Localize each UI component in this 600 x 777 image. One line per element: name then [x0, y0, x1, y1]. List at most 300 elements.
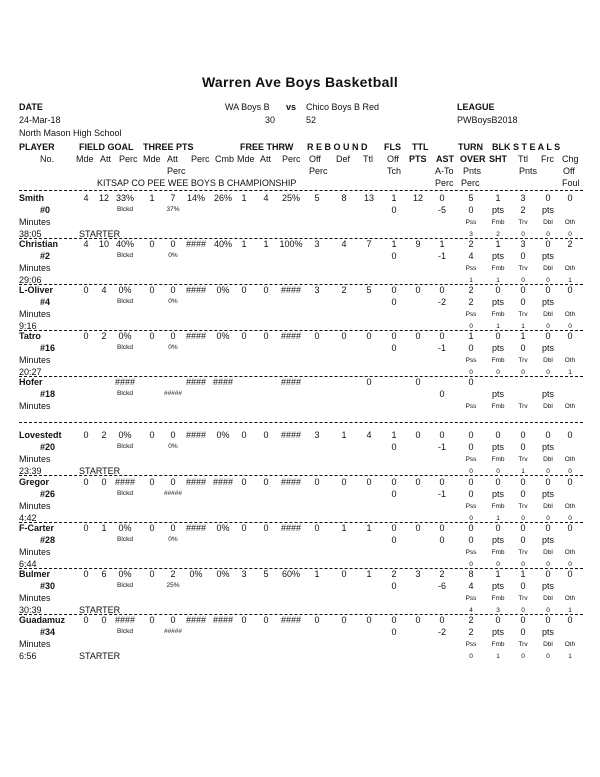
touch-value: 0 [391, 535, 397, 545]
turnover-value: 0 [469, 561, 473, 568]
turnover-value: 1 [568, 653, 572, 660]
player-number: #28 [40, 535, 56, 545]
stat-cell: 12 [412, 193, 423, 203]
turnover-value: 1 [496, 277, 500, 284]
turnover-label-fmb: Fmb [491, 403, 505, 410]
minutes-value: 6:56 [19, 651, 37, 661]
col-tch: Tch [387, 166, 402, 176]
blocked-perc: ##### [163, 490, 183, 497]
turnover-value: 0 [469, 468, 473, 475]
col-three-pts: THREE PTS [143, 142, 194, 152]
turnover-label-trv: Trv [518, 357, 528, 364]
stat-cell: 6 [101, 569, 107, 579]
minutes-value: 23:39 [19, 466, 42, 476]
col-turn: TURN [458, 142, 483, 152]
col-fls-off: Off [387, 154, 399, 164]
touch-value: 0 [391, 627, 397, 637]
stat-cell: 0 [366, 477, 372, 487]
away-score: 52 [306, 115, 317, 125]
turnover-label-dbl: Dbl [543, 456, 553, 463]
stat-cell: 0 [520, 615, 526, 625]
minutes-value: 38:05 [19, 229, 42, 239]
stat-cell: 3 [241, 569, 247, 579]
stat-cell: 0 [314, 331, 320, 341]
turnover-value: 0 [546, 515, 550, 522]
stat-cell: #### [185, 523, 207, 533]
turnover-value: 0 [546, 607, 550, 614]
stat-cell: 2 [468, 285, 474, 295]
stat-cell: 0 [263, 523, 269, 533]
blocked-perc: ##### [163, 390, 183, 397]
turnover-label-pss: Pss [465, 357, 477, 364]
turnover-label-trv: Trv [518, 503, 528, 510]
stat-cell: 0 [263, 477, 269, 487]
stat-cell: 1 [520, 331, 526, 341]
col-ft-perc: Perc [282, 154, 301, 164]
minutes-value: 29:06 [19, 275, 42, 285]
stat-cell: 0 [545, 477, 551, 487]
stat-cell: 8 [468, 569, 474, 579]
stat-cell: 0 [314, 523, 320, 533]
stat-cell: 0 [341, 615, 347, 625]
stat-cell: 0 [545, 430, 551, 440]
turnover-label-trv: Trv [518, 311, 528, 318]
a-to-value: -5 [437, 205, 446, 215]
stat-cell: 0 [495, 477, 501, 487]
stat-cell: 0 [520, 477, 526, 487]
stat-cell: 1 [439, 239, 445, 249]
minutes-label: Minutes [19, 501, 51, 511]
turnover-label-fmb: Fmb [491, 265, 505, 272]
col-fg-mde: Mde [76, 154, 94, 164]
starter-label: STARTER [79, 229, 121, 239]
points-cell: pts [541, 389, 554, 399]
points-cell: pts [541, 627, 554, 637]
blocked-perc: 0% [168, 298, 178, 305]
stat-cell: 0 [495, 285, 501, 295]
stat-cell: 0 [314, 615, 320, 625]
player-number: #34 [40, 627, 56, 637]
blocked-perc: 37% [166, 206, 180, 213]
stat-cell: 0 [468, 430, 474, 440]
turnover-label-pss: Pss [465, 641, 477, 648]
turnover-value: 0 [469, 653, 473, 660]
vs-label: vs [286, 102, 297, 112]
turnover-label-oth: Oth [564, 311, 576, 318]
col-3p-perc: Perc [191, 154, 210, 164]
turnover-value: 0 [546, 323, 550, 330]
stat-cell: 4 [83, 239, 89, 249]
stat-cell: 1 [391, 239, 397, 249]
blocked-label: Blckd [117, 490, 133, 497]
stat-cell: 4 [366, 430, 372, 440]
points-cell: pts [491, 442, 504, 452]
stat-cell: 1 [241, 193, 247, 203]
stat-cell: 40% [115, 239, 134, 249]
turnover-label-pss: Pss [465, 403, 477, 410]
col-steals: S T E A L S [513, 142, 561, 152]
stat-cell: 1 [520, 569, 526, 579]
points-cell: pts [541, 205, 554, 215]
stat-cell: 0 [495, 523, 501, 533]
stat-cell: 0 [439, 331, 445, 341]
col-pnts-perc: Perc [461, 178, 480, 188]
points-cell: 0 [468, 489, 474, 499]
player-name: Tatro [19, 331, 41, 341]
stat-cell: 0 [495, 615, 501, 625]
stat-cell: 4 [341, 239, 347, 249]
stat-cell: #### [280, 615, 302, 625]
points-cell: pts [491, 581, 504, 591]
player-number: #0 [40, 205, 51, 215]
stat-cell: 0 [366, 331, 372, 341]
stat-cell: 0% [118, 430, 132, 440]
turnover-value: 0 [546, 561, 550, 568]
col-pnts: Pnts [463, 166, 482, 176]
stat-cell: 3 [520, 193, 526, 203]
stat-cell: 1 [495, 239, 501, 249]
turnover-label-dbl: Dbl [543, 549, 553, 556]
turnover-label-fmb: Fmb [491, 311, 505, 318]
col-3p-mde: Mde [143, 154, 161, 164]
stat-cell: 0 [567, 430, 573, 440]
turnover-value: 0 [568, 561, 572, 568]
minutes-label: Minutes [19, 355, 51, 365]
turnover-label-trv: Trv [518, 595, 528, 602]
stat-cell: 0 [415, 615, 421, 625]
points-cell: 0 [468, 535, 474, 545]
stat-cell: 3 [314, 285, 320, 295]
player-name: F-Carter [19, 523, 55, 533]
player-number: #4 [40, 297, 51, 307]
stat-cell: 2 [567, 239, 573, 249]
stat-cell: 0 [101, 477, 107, 487]
turnover-value: 0 [521, 231, 525, 238]
col-reb-perc-sub: Perc [309, 166, 328, 176]
turnover-value: 0 [469, 323, 473, 330]
report-title: Warren Ave Boys Basketball [201, 74, 399, 90]
stat-cell: 0 [439, 430, 445, 440]
turnover-label-oth: Oth [564, 549, 576, 556]
col-3p-perc-sub: Perc [167, 166, 186, 176]
stat-cell: 5 [468, 193, 474, 203]
touch-value: 0 [391, 489, 397, 499]
turnover-value: 1 [496, 323, 500, 330]
a-to-value: -2 [437, 627, 446, 637]
turnover-label-pss: Pss [465, 265, 477, 272]
stat-cell: 0 [263, 331, 269, 341]
stat-cell: #### [185, 331, 207, 341]
turnover-value: 1 [521, 323, 525, 330]
starter-label: STARTER [79, 651, 121, 661]
stat-cell: 0 [468, 477, 474, 487]
points-cell: 0 [468, 442, 474, 452]
turnover-value: 1 [496, 653, 500, 660]
turnover-value: 0 [568, 468, 572, 475]
col-frc: Frc [541, 154, 554, 164]
turnover-label-oth: Oth [564, 503, 576, 510]
col-foul: Foul [562, 178, 580, 188]
header-divider [19, 190, 583, 191]
stat-cell: 0 [391, 523, 397, 533]
points-cell: pts [491, 343, 504, 353]
blocked-label: Blckd [117, 344, 133, 351]
home-team: WA Boys B [225, 102, 270, 112]
player-name: Hofer [19, 377, 43, 387]
col-chg-off: Off [563, 166, 575, 176]
stat-cell: 0 [170, 331, 176, 341]
turnover-label-fmb: Fmb [491, 503, 505, 510]
blocked-label: Blckd [117, 206, 133, 213]
blocked-perc: ##### [163, 628, 183, 635]
minutes-label: Minutes [19, 454, 51, 464]
venue: North Mason High School [19, 128, 122, 138]
turnover-value: 0 [521, 561, 525, 568]
stat-cell: #### [114, 615, 136, 625]
stat-cell: 0 [520, 285, 526, 295]
points-cell: pts [541, 297, 554, 307]
minutes-label: Minutes [19, 309, 51, 319]
player-name: Guadamuz [19, 615, 66, 625]
stat-cell: #### [114, 477, 136, 487]
turnover-value: 1 [469, 277, 473, 284]
turnover-label-pss: Pss [465, 456, 477, 463]
stat-cell: 0 [545, 331, 551, 341]
stat-cell: 2 [391, 569, 397, 579]
blocked-perc: 0% [168, 344, 178, 351]
stat-cell: 3 [520, 239, 526, 249]
blocked-label: Blckd [117, 628, 133, 635]
stat-cell: 1 [149, 193, 155, 203]
blocked-label: Blckd [117, 443, 133, 450]
turnover-label-oth: Oth [564, 265, 576, 272]
stat-cell: 1 [391, 193, 397, 203]
col-fg-att: Att [100, 154, 112, 164]
a-to-value: -6 [437, 581, 446, 591]
col-a-to: A-To [435, 166, 454, 176]
stat-cell: 0 [241, 615, 247, 625]
points-cell: pts [541, 581, 554, 591]
stat-cell: 1 [101, 523, 107, 533]
starter-label: STARTER [79, 466, 121, 476]
stat-cell: 13 [363, 193, 374, 203]
stat-cell: 0 [149, 523, 155, 533]
stat-cell: 33% [115, 193, 134, 203]
player-number: #30 [40, 581, 56, 591]
stat-cell: 0% [189, 569, 203, 579]
minutes-label: Minutes [19, 401, 51, 411]
points-cell: pts [541, 343, 554, 353]
stat-cell: 1 [241, 239, 247, 249]
stat-cell: #### [185, 377, 207, 387]
stat-cell: 1 [263, 239, 269, 249]
stat-cell: 0 [170, 615, 176, 625]
turnover-label-oth: Oth [564, 641, 576, 648]
turnover-value: 0 [496, 369, 500, 376]
minutes-value: 9:16 [19, 321, 37, 331]
stat-cell: #### [280, 523, 302, 533]
a-to-value: -2 [437, 297, 446, 307]
col-ttl: TTL [412, 142, 429, 152]
turnover-label-pss: Pss [465, 311, 477, 318]
a-to-value: -1 [437, 251, 446, 261]
stat-cell: 7 [366, 239, 372, 249]
stat-cell: 2 [341, 285, 347, 295]
stat-cell: #### [280, 285, 302, 295]
stat-cell: 1 [366, 569, 372, 579]
stat-cell: 0% [118, 285, 132, 295]
stat-cell: 0 [567, 285, 573, 295]
points-cell: 4 [468, 581, 474, 591]
stat-cell: 0 [468, 523, 474, 533]
stat-cell: #### [185, 615, 207, 625]
stat-cell: 0 [366, 377, 372, 387]
stat-cell: 0 [170, 285, 176, 295]
starter-label: STARTER [79, 605, 121, 615]
turnover-value: 0 [469, 515, 473, 522]
stat-cell: 0 [439, 615, 445, 625]
turnover-label-pss: Pss [465, 219, 477, 226]
stat-cell: #### [185, 285, 207, 295]
date-value: 24-Mar-18 [19, 115, 61, 125]
col-no: No. [40, 154, 55, 164]
a-to-value: -1 [437, 442, 446, 452]
stat-cell: 0 [391, 331, 397, 341]
stat-cell: 12 [98, 193, 109, 203]
stat-cell: 60% [281, 569, 300, 579]
points-cell: pts [541, 489, 554, 499]
turnover-label-fmb: Fmb [491, 595, 505, 602]
col-field-goal: FIELD GOAL [79, 142, 134, 152]
stat-cell: 0 [241, 523, 247, 533]
stat-cell: 0 [545, 523, 551, 533]
stat-cell: 10 [98, 239, 109, 249]
col-rebound: R E B O U N D [307, 142, 368, 152]
stat-cell: 0 [520, 523, 526, 533]
points-cell: 0 [468, 343, 474, 353]
row-divider [19, 475, 583, 476]
stat-cell: 0 [567, 477, 573, 487]
stat-cell: 4 [83, 193, 89, 203]
stat-cell: 0 [391, 477, 397, 487]
stat-cell: 100% [279, 239, 303, 249]
minutes-label: Minutes [19, 217, 51, 227]
stat-cell: 0 [415, 285, 421, 295]
stat-cell: 0 [415, 523, 421, 533]
touch-value: 0 [391, 297, 397, 307]
stat-cell: 1 [341, 430, 347, 440]
turnover-value: 1 [568, 607, 572, 614]
turnover-label-fmb: Fmb [491, 641, 505, 648]
stat-cell: 0% [118, 523, 132, 533]
a-to-value: -1 [437, 343, 446, 353]
turnover-label-oth: Oth [564, 456, 576, 463]
stat-cell: 0 [341, 569, 347, 579]
col-sht: SHT [489, 154, 507, 164]
row-divider [19, 422, 583, 423]
stat-cell: 9 [415, 239, 421, 249]
stat-cell: #### [280, 377, 302, 387]
col-def: Def [336, 154, 351, 164]
points-cell: pts [491, 535, 504, 545]
home-score: 30 [265, 115, 276, 125]
stat-cell: 1 [341, 523, 347, 533]
stat-cell: 8 [341, 193, 347, 203]
stat-cell: 2 [101, 430, 107, 440]
turnover-label-fmb: Fmb [491, 456, 505, 463]
stat-cell: 0 [83, 615, 89, 625]
col-ft-mde: Mde [237, 154, 255, 164]
stat-cell: 0 [415, 430, 421, 440]
turnover-value: 1 [568, 369, 572, 376]
points-cell: pts [491, 389, 504, 399]
col-stl-ttl: Ttl [518, 154, 528, 164]
touch-value: 0 [391, 442, 397, 452]
turnover-value: 0 [496, 468, 500, 475]
col-3p-att: Att [167, 154, 179, 164]
stat-cell: 0 [149, 239, 155, 249]
stat-cell: #### [185, 477, 207, 487]
col-blk: BLK [492, 142, 511, 152]
stat-cell: 0 [495, 331, 501, 341]
col-ast: AST [436, 154, 454, 164]
points-cell: 2 [520, 205, 526, 215]
turnover-value: 0 [521, 607, 525, 614]
points-cell: pts [491, 489, 504, 499]
stat-cell: 2 [468, 239, 474, 249]
stat-cell: 0 [391, 285, 397, 295]
turnover-value: 0 [546, 468, 550, 475]
stat-cell: 2 [468, 615, 474, 625]
stat-cell: 0 [149, 430, 155, 440]
stat-cell: 0 [567, 615, 573, 625]
away-team: Chico Boys B Red [306, 102, 380, 112]
stat-cell: 0 [314, 477, 320, 487]
touch-value: 0 [391, 343, 397, 353]
stat-cell: 0 [170, 239, 176, 249]
col-pts: PTS [409, 154, 427, 164]
stat-cell: 0 [263, 430, 269, 440]
stat-cell: 0 [341, 331, 347, 341]
stat-cell: 0 [241, 285, 247, 295]
turnover-value: 3 [469, 231, 473, 238]
blocked-perc: 0% [168, 536, 178, 543]
points-cell: 0 [520, 442, 526, 452]
stat-cell: 0 [567, 569, 573, 579]
turnover-value: 1 [521, 468, 525, 475]
turnover-label-pss: Pss [465, 595, 477, 602]
minutes-label: Minutes [19, 593, 51, 603]
points-cell: 0 [520, 489, 526, 499]
player-name: Smith [19, 193, 45, 203]
stat-cell: 0 [149, 331, 155, 341]
stat-cell: 1 [366, 523, 372, 533]
turnover-value: 0 [546, 277, 550, 284]
turnover-label-trv: Trv [518, 641, 528, 648]
stat-cell: 0 [567, 523, 573, 533]
turnover-value: 0 [568, 515, 572, 522]
points-cell: pts [491, 627, 504, 637]
col-reb-ttl: Ttl [363, 154, 373, 164]
stat-cell: 4 [101, 285, 107, 295]
player-number: #16 [40, 343, 56, 353]
col-a-to-perc: Perc [435, 178, 454, 188]
stat-cell: 26% [213, 193, 232, 203]
stat-cell: 0 [83, 430, 89, 440]
points-cell: pts [491, 251, 504, 261]
stat-cell: 0 [415, 377, 421, 387]
blocked-label: Blckd [117, 536, 133, 543]
